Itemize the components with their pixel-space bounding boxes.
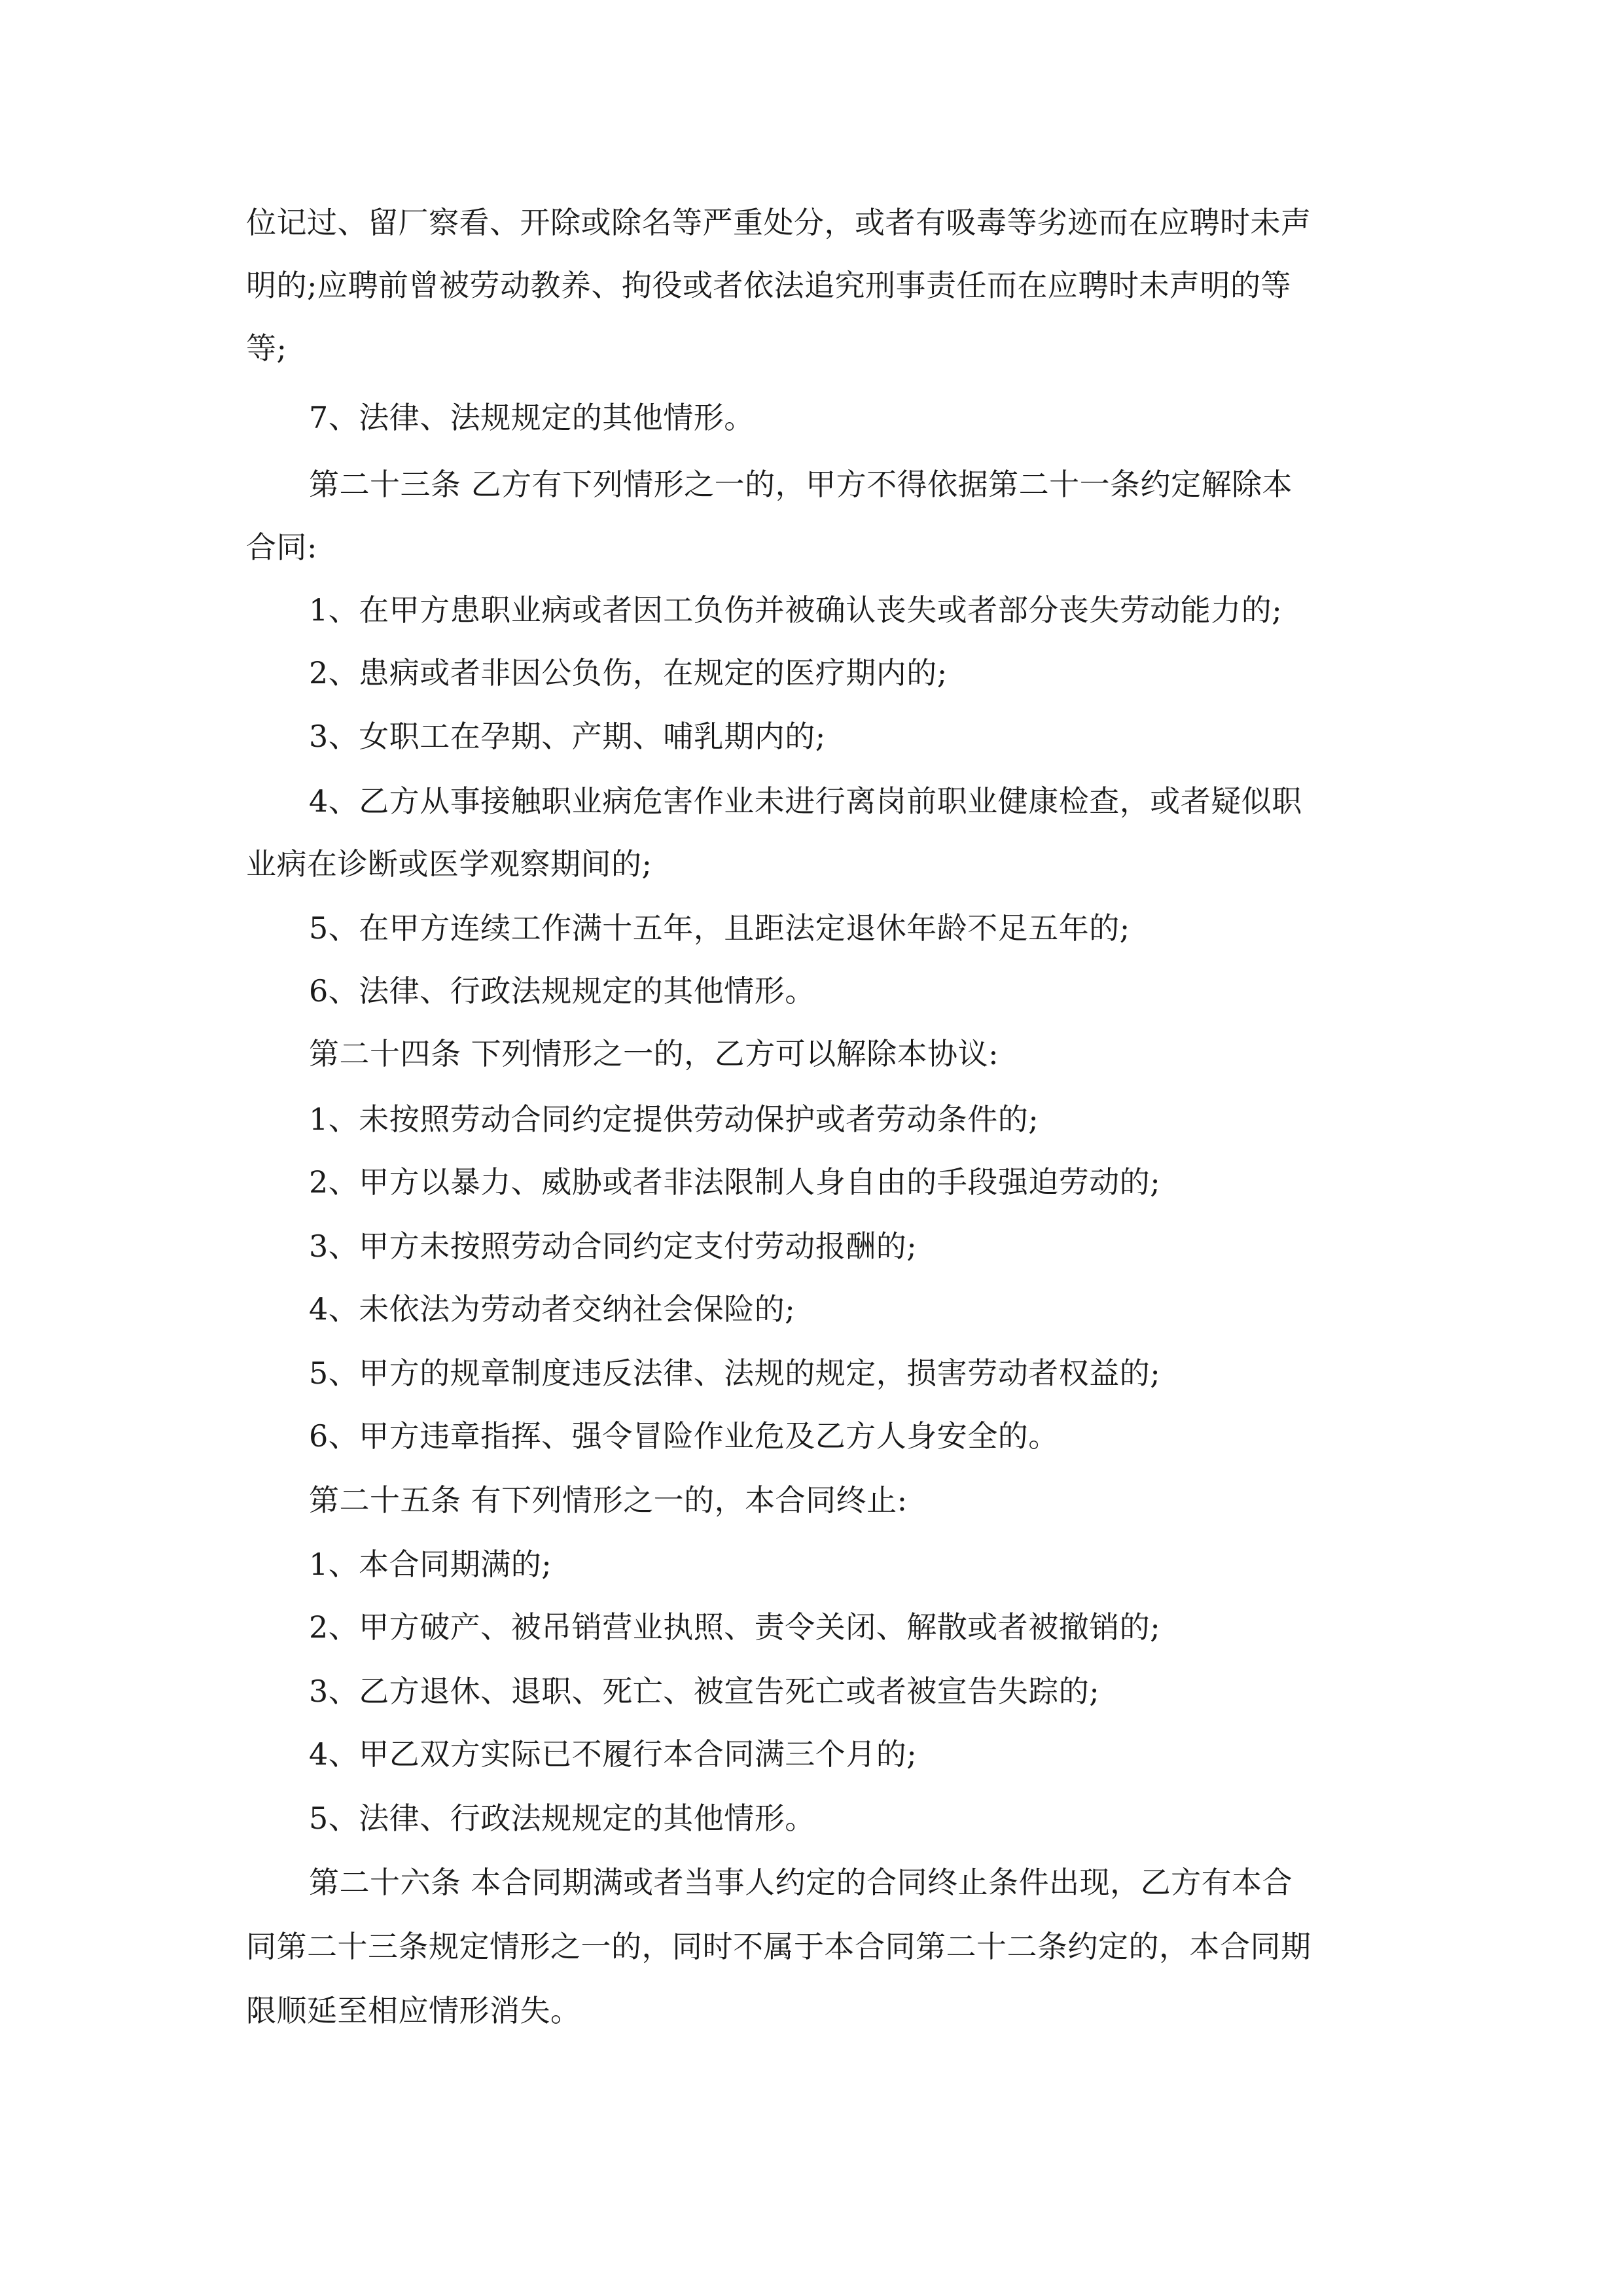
list-item: 5、甲方的规章制度违反法律、法规的规定，损害劳动者权益的; bbox=[309, 1355, 1161, 1391]
article-heading: 第二十三条 乙方有下列情形之一的，甲方不得依据第二十一条约定解除本 bbox=[309, 467, 1293, 502]
list-item: 4、乙方从事接触职业病危害作业未进行离岗前职业健康检查，或者疑似职 bbox=[309, 783, 1302, 819]
list-item: 5、在甲方连续工作满十五年，且距法定退休年龄不足五年的; bbox=[309, 910, 1130, 946]
list-item: 3、乙方退休、退职、死亡、被宣告死亡或者被宣告失踪的; bbox=[309, 1674, 1100, 1709]
article-heading: 第二十六条 本合同期满或者当事人约定的合同终止条件出现，乙方有本合 bbox=[309, 1865, 1293, 1900]
list-item: 3、女职工在孕期、产期、哺乳期内的; bbox=[309, 719, 826, 754]
list-item: 4、未依法为劳动者交纳社会保险的; bbox=[309, 1291, 796, 1327]
article-heading: 第二十四条 下列情形之一的，乙方可以解除本协议: bbox=[309, 1036, 999, 1071]
text-line: 位记过、留厂察看、开除或除名等严重处分，或者有吸毒等劣迹而在应聘时未声 bbox=[246, 205, 1311, 240]
text-line: 业病在诊断或医学观察期间的; bbox=[246, 846, 652, 882]
article-heading: 第二十五条 有下列情形之一的，本合同终止: bbox=[309, 1482, 908, 1518]
list-item: 6、法律、行政法规规定的其他情形。 bbox=[309, 973, 815, 1009]
text-line: 合同: bbox=[246, 529, 317, 565]
list-item: 1、未按照劳动合同约定提供劳动保护或者劳动条件的; bbox=[309, 1102, 1039, 1137]
text-line: 同第二十三条规定情形之一的，同时不属于本合同第二十二条约定的，本合同期 bbox=[246, 1929, 1311, 1964]
list-item: 4、甲乙双方实际已不履行本合同满三个月的; bbox=[309, 1736, 918, 1772]
text-line: 等; bbox=[246, 331, 287, 366]
text-line: 明的;应聘前曾被劳动教养、拘役或者依法追究刑事责任而在应聘时未声明的等 bbox=[246, 268, 1291, 303]
list-item: 1、本合同期满的; bbox=[309, 1547, 552, 1582]
text-line: 限顺延至相应情形消失。 bbox=[246, 1993, 581, 2028]
text-line: 7、法律、法规规定的其他情形。 bbox=[309, 400, 755, 435]
list-item: 3、甲方未按照劳动合同约定支付劳动报酬的; bbox=[309, 1229, 918, 1264]
list-item: 5、法律、行政法规规定的其他情形。 bbox=[309, 1801, 815, 1836]
list-item: 6、甲方违章指挥、强令冒险作业危及乙方人身安全的。 bbox=[309, 1418, 1059, 1454]
list-item: 2、患病或者非因公负伤，在规定的医疗期内的; bbox=[309, 655, 948, 691]
list-item: 2、甲方破产、被吊销营业执照、责令关闭、解散或者被撤销的; bbox=[309, 1609, 1161, 1645]
list-item: 1、在甲方患职业病或者因工负伤并被确认丧失或者部分丧失劳动能力的; bbox=[309, 592, 1283, 628]
list-item: 2、甲方以暴力、威胁或者非法限制人身自由的手段强迫劳动的; bbox=[309, 1164, 1161, 1200]
